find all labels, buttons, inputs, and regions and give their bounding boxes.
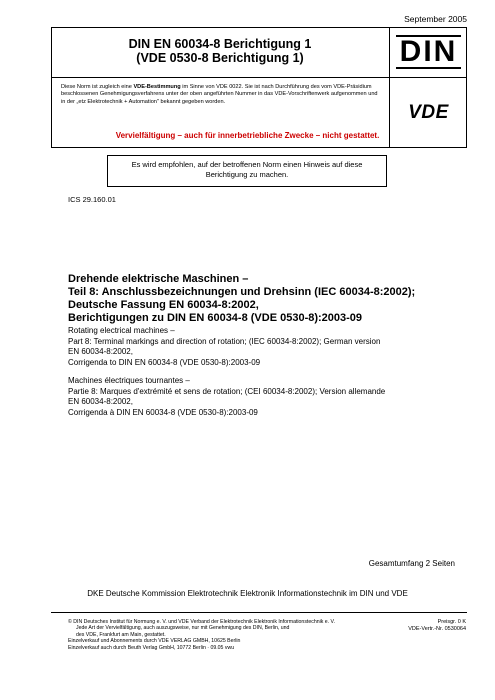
- order-number: VDE-Vertr.-Nr. 0530064: [408, 625, 466, 632]
- copyright-footer: [68, 619, 378, 651]
- dke-line: DKE Deutsche Kommission Elektrotechnik Elektronik Informationstechnik im DIN und VDE: [87, 589, 408, 598]
- footer-line5: Einzelverkauf auch durch Beuth Verlag GmbH, 10772 Berlin · 09.05 vwu: [68, 644, 235, 651]
- document-title-box: [51, 27, 390, 78]
- hint-box: [107, 155, 387, 187]
- german-title-line4: Berichtigungen zu DIN EN 60034-8 (VDE 0530-8):2003-09: [68, 312, 363, 324]
- price-info: [408, 619, 466, 632]
- english-title: [68, 326, 438, 368]
- document-title-line2: (VDE 0530-8 Berichtigung 1): [136, 51, 304, 65]
- footer-divider: [51, 612, 467, 613]
- footer-line1: © DIN Deutsches Institut für Normung e. V. und VDE Verband der Elektrotechnik Elektronik Informationstechnik e. V.: [68, 619, 335, 625]
- german-title-line1: Drehende elektrische Maschinen –: [68, 273, 249, 285]
- din-logo-text: DIN: [396, 35, 462, 69]
- english-title-line2: Part 8: Terminal markings and direction of rotation; (IEC 60034-8:2002); German version: [68, 336, 381, 346]
- total-pages: Gesamtumfang 2 Seiten: [368, 559, 455, 568]
- info-text-part2: im Sinne von VDE 0022. Sie ist nach Durchführung des vom VDE-Präsidium beschlossenen Genehmigungsverfahrens unter der oben angeführten Nummer in das VDE-Vorschriftenwerk aufgenommen und in der „etz Elektrotechnik + Automation" bekannt gegeben worden.: [61, 84, 378, 105]
- info-text-part1: Diese Norm ist zugleich eine: [61, 84, 134, 90]
- english-title-line1: Rotating electrical machines –: [68, 326, 175, 335]
- footer-line3: des VDE, Frankfurt am Main, gestattet.: [76, 631, 166, 638]
- german-title: [68, 273, 438, 325]
- hint-line2: Berichtigung zu machen.: [205, 170, 289, 179]
- publication-date: September 2005: [404, 14, 467, 24]
- german-title-line2: Teil 8: Anschlussbezeichnungen und Drehsinn (IEC 60034-8:2002);: [68, 286, 416, 298]
- ics-code: ICS 29.160.01: [68, 195, 116, 204]
- info-text-bold: VDE-Bestimmung: [133, 84, 181, 90]
- french-title-line3: EN 60034-8:2002,: [68, 397, 133, 406]
- din-logo: [390, 27, 467, 78]
- hint-line1: Es wird empfohlen, auf der betroffenen Norm einen Hinweis auf diese: [131, 160, 363, 169]
- reproduction-notice: Vervielfältigung – auch für innerbetriebliche Zwecke – nicht gestattet.: [115, 131, 380, 140]
- french-title: [68, 376, 438, 418]
- vde-info-text: [61, 84, 379, 106]
- french-title-line1: Machines électriques tournantes –: [68, 376, 190, 385]
- document-title-line1: DIN EN 60034-8 Berichtigung 1: [128, 37, 312, 51]
- german-title-line3: Deutsche Fassung EN 60034-8:2002,: [68, 299, 259, 311]
- french-title-line4: Corrigenda à DIN EN 60034-8 (VDE 0530-8):2003-09: [68, 407, 258, 417]
- english-title-line3: EN 60034-8:2002,: [68, 347, 133, 356]
- price-group: Preisgr. 0 K: [437, 619, 466, 625]
- english-title-line4: Corrigenda to DIN EN 60034-8 (VDE 0530-8):2003-09: [68, 357, 261, 367]
- vde-logo-text: VDE: [408, 102, 449, 123]
- footer-line2: Jede Art der Vervielfältigung, auch auszugsweise, nur mit Genehmigung des DIN, Berlin, und: [76, 625, 290, 632]
- french-title-line2: Partie 8: Marques d'extrémité et sens de rotation; (CEI 60034-8:2002); Version allemande: [68, 386, 386, 396]
- footer-line4: Einzelverkauf und Abonnements durch VDE VERLAG GMBH, 10625 Berlin: [68, 638, 241, 645]
